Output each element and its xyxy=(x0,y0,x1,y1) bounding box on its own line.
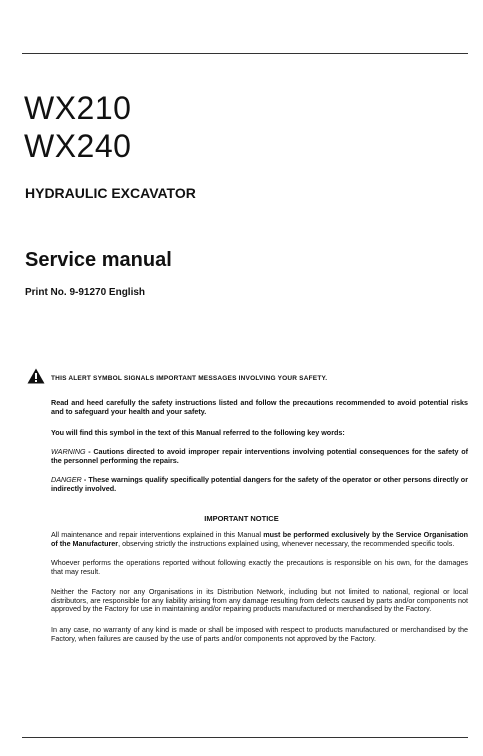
bottom-rule xyxy=(22,737,468,738)
print-number: Print No. 9-91270 English xyxy=(25,287,146,298)
warning-triangle-icon xyxy=(27,368,45,384)
top-rule xyxy=(22,53,468,54)
notice-paragraph-3: Neither the Factory nor any Organisations in its Distribution Network, including but not limited to national, regional or local distributors, are responsible for any liability arising from any damage resulting from defects caused by parts and/or components not approved by the Factory for use in maintaining and/or repairing products manufactured or merchandised by the Factory. xyxy=(51,587,468,614)
notice-p1-bold: must be performed exclusively by the Service Organisation of the Manufacturer xyxy=(51,530,468,548)
danger-paragraph xyxy=(51,475,468,493)
model-title-wx240: WX240 xyxy=(24,128,132,164)
important-notice-title: IMPORTANT NOTICE xyxy=(204,514,279,523)
safety-instructions-text: Read and heed carefully the safety instructions listed and follow the precautions recommended to avoid potential risks and to safeguard your health and your safety. xyxy=(51,398,468,416)
warning-paragraph xyxy=(51,447,468,465)
danger-label: DANGER xyxy=(51,475,82,484)
warning-label: WARNING xyxy=(51,447,86,456)
notice-paragraph-4: In any case, no warranty of any kind is made or shall be imposed with respect to products manufactured or merchandised by the Factory, when failures are caused by the use of parts and/or components not approved by the Factory. xyxy=(51,625,468,643)
notice-paragraph-2: Whoever performs the operations reported without following exactly the precautions is responsible on his own, for the damages that may result. xyxy=(51,558,468,576)
alert-symbol-text: THIS ALERT SYMBOL SIGNALS IMPORTANT MESSAGES INVOLVING YOUR SAFETY. xyxy=(51,375,328,382)
danger-text: - These warnings qualify specifically potential dangers for the safety of the operator or other persons directly or indirectly involved. xyxy=(51,475,468,493)
notice-p1-end: , observing strictly the instructions explained using, whenever necessary, the recommended specific tools. xyxy=(118,538,455,548)
key-words-intro: You will find this symbol in the text of this Manual referred to the following key words: xyxy=(51,428,345,437)
notice-paragraph-1 xyxy=(51,531,468,548)
notice-p1-start: All maintenance and repair interventions explained in this Manual xyxy=(51,530,264,539)
product-subtitle: HYDRAULIC EXCAVATOR xyxy=(25,185,196,201)
manual-title: Service manual xyxy=(25,249,172,271)
model-title-wx210: WX210 xyxy=(24,90,132,126)
warning-text: - Cautions directed to avoid improper repair interventions involving potential consequences for the safety of the personnel performing the repairs. xyxy=(51,447,468,465)
